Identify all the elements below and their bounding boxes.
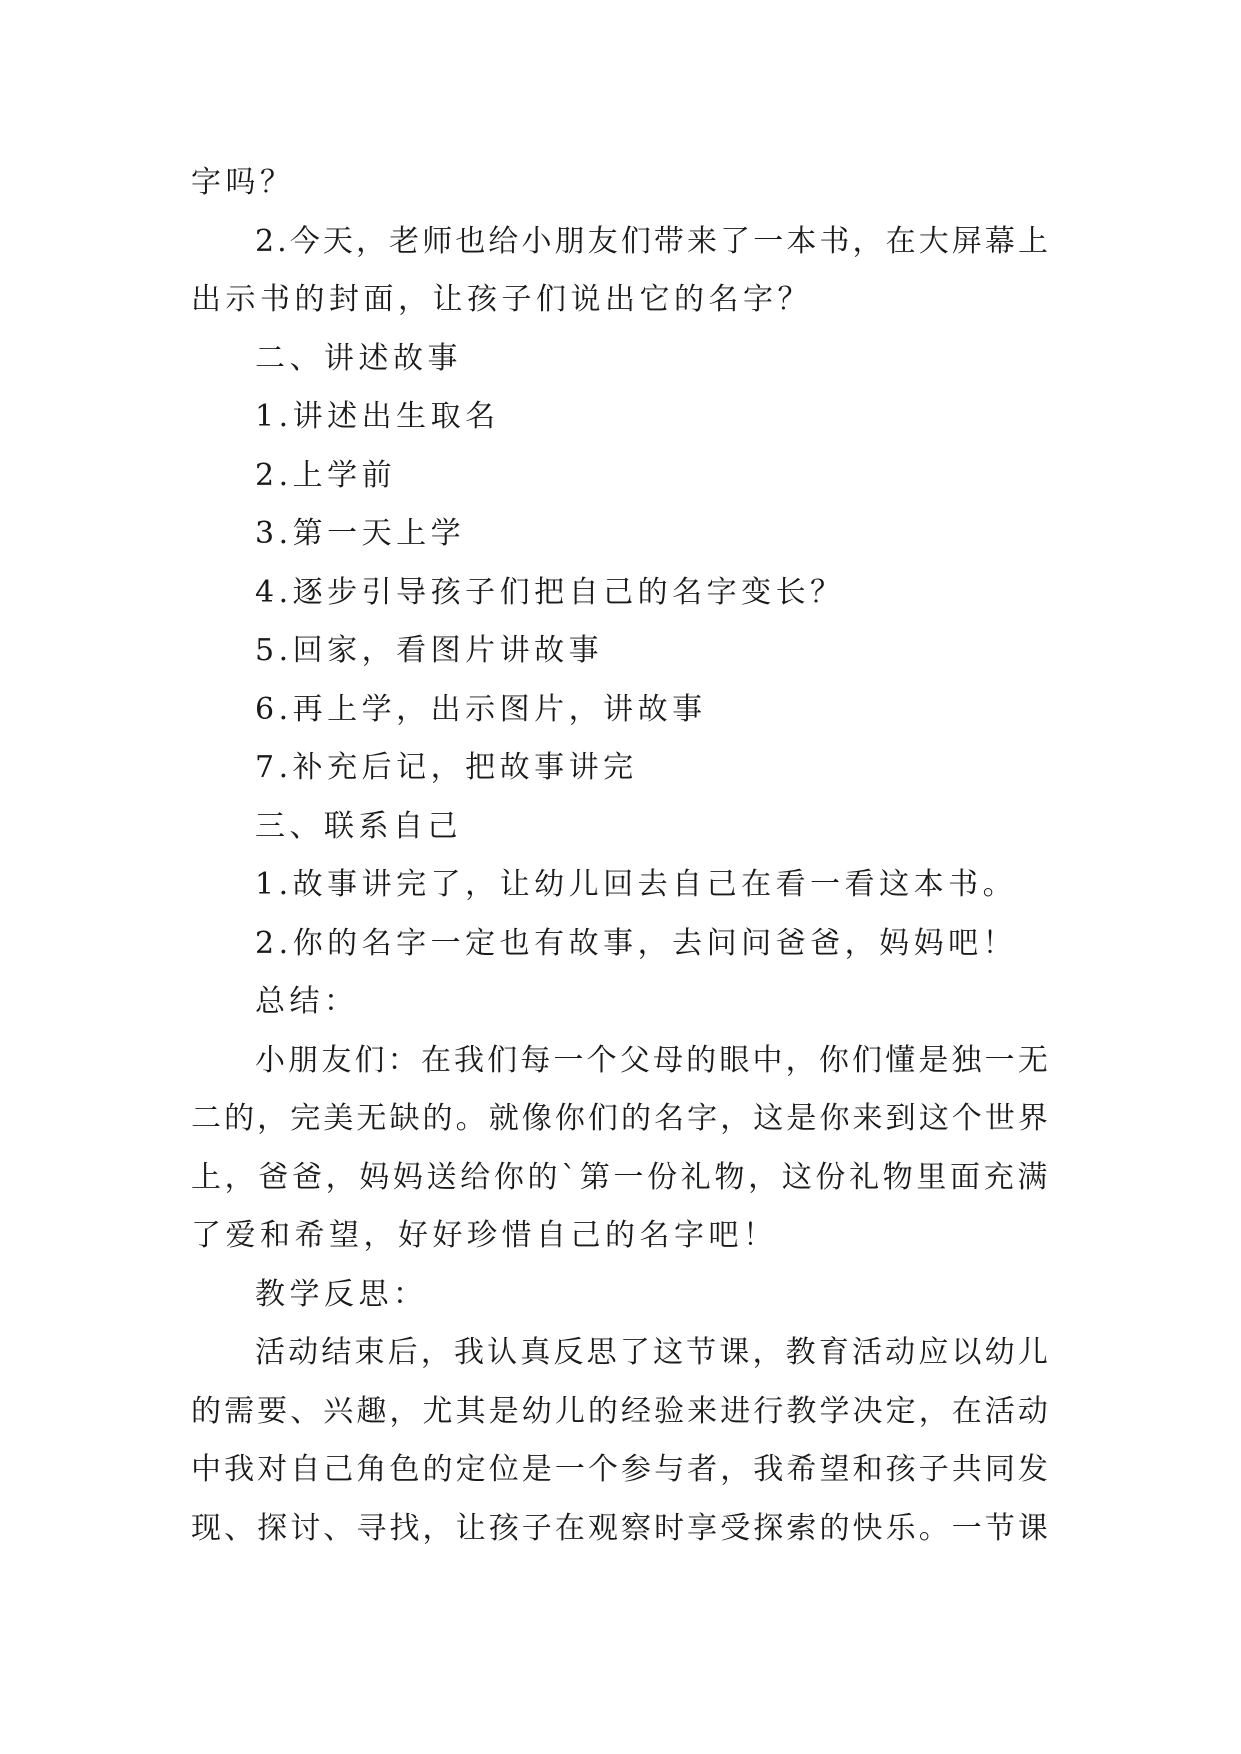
document-body xyxy=(191,154,1051,1558)
text-line: 2.你的名字一定也有故事，去问问爸爸，妈妈吧！ xyxy=(255,925,1018,961)
text-line: 教学反思： xyxy=(255,1276,428,1312)
text-line: 中我对自己角色的定位是一个参与者，我希望和孩子共同发 xyxy=(191,1452,1051,1487)
text-line: 6.再上学，出示图片，讲故事 xyxy=(255,691,707,727)
text-line: 字吗？ xyxy=(191,165,295,200)
text-line: 出示书的封面，让孩子们说出它的名字？ xyxy=(191,282,812,317)
text-line: 现、探讨、寻找，让孩子在观察时享受探索的快乐。一节课 xyxy=(191,1510,1051,1546)
text-line: 4.逐步引导孩子们把自己的名字变长？ xyxy=(255,574,845,610)
text-line: 了爱和希望，好好珍惜自己的名字吧！ xyxy=(191,1218,778,1253)
text-line: 小朋友们：在我们每一个父母的眼中，你们懂是独一无 xyxy=(255,1042,1051,1078)
text-line: 1.故事讲完了，让幼儿回去自己在看一看这本书。 xyxy=(255,867,1018,902)
text-line: 活动结束后，我认真反思了这节课，教育活动应以幼儿 xyxy=(255,1335,1051,1370)
text-line: 二的，完美无缺的。就像你们的名字，这是你来到这个世界 xyxy=(191,1101,1051,1136)
text-line: 1.讲述出生取名 xyxy=(255,399,500,434)
text-line: 3.第一天上学 xyxy=(255,516,466,551)
text-line: 5.回家，看图片讲故事 xyxy=(255,633,604,668)
text-line: 上，爸爸，妈妈送给你的`第一份礼物，这份礼物里面充满 xyxy=(191,1159,1051,1195)
text-line: 的需要、兴趣，尤其是幼儿的经验来进行教学决定，在活动 xyxy=(191,1393,1051,1429)
text-line: 2.上学前 xyxy=(255,457,397,493)
text-line: 7.补充后记，把故事讲完 xyxy=(255,750,638,785)
text-line: 二、讲述故事 xyxy=(255,340,462,376)
text-line: 总结： xyxy=(255,984,359,1019)
text-line: 2.今天，老师也给小朋友们带来了一本书，在大屏幕上 xyxy=(255,223,1052,259)
text-line: 三、联系自己 xyxy=(255,808,462,844)
